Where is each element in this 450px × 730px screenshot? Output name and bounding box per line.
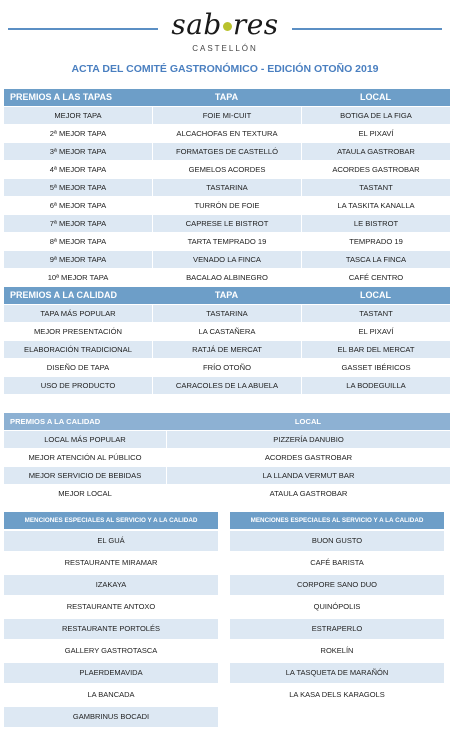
header bbox=[0, 0, 450, 62]
table-cell: ACORDES GASTROBAR bbox=[166, 449, 450, 466]
table-cell: ELABORACIÓN TRADICIONAL bbox=[4, 341, 152, 358]
table-cell: TARTA TEMPRADO 19 bbox=[152, 233, 301, 250]
table-cell: EL PIXAVÍ bbox=[301, 323, 450, 340]
table-row bbox=[4, 125, 450, 142]
table-cell: PIZZERÍA DANUBIO bbox=[166, 431, 450, 448]
local-awards-table bbox=[4, 412, 450, 503]
table-cell: 10ª MEJOR TAPA bbox=[4, 269, 152, 286]
table-cell: TASTARINA bbox=[152, 179, 301, 196]
column-header: LOCAL bbox=[166, 413, 450, 430]
list-item: LA TASQUETA DE MARAÑÓN bbox=[230, 663, 444, 683]
mentions-header: MENCIONES ESPECIALES AL SERVICIO Y A LA CALIDAD bbox=[4, 512, 218, 529]
list-item: GAMBRINUS BOCADI bbox=[4, 707, 218, 727]
mentions-header: MENCIONES ESPECIALES AL SERVICIO Y A LA CALIDAD bbox=[230, 512, 444, 529]
table-cell: BACALAO ALBINEGRO bbox=[152, 269, 301, 286]
column-header: LOCAL bbox=[301, 89, 450, 106]
list-item: LA BANCADA bbox=[4, 685, 218, 705]
table-row bbox=[4, 359, 450, 376]
table-cell: TASTANT bbox=[301, 179, 450, 196]
table-cell: USO DE PRODUCTO bbox=[4, 377, 152, 394]
logo bbox=[0, 8, 450, 41]
column-header: PREMIOS A LA CALIDAD bbox=[4, 413, 166, 430]
list-item: CAFÉ BARISTA bbox=[230, 553, 444, 573]
table-cell: ATAULA GASTROBAR bbox=[166, 485, 450, 502]
logo-text-end: res bbox=[232, 8, 279, 41]
table-cell: ATAULA GASTROBAR bbox=[301, 143, 450, 160]
table-cell: MEJOR TAPA bbox=[4, 107, 152, 124]
table-row bbox=[4, 467, 450, 484]
table-row bbox=[4, 341, 450, 358]
table-cell: CAFÉ CENTRO bbox=[301, 269, 450, 286]
table-cell: FORMATGES DE CASTELLÓ bbox=[152, 143, 301, 160]
table-cell: MEJOR LOCAL bbox=[4, 485, 166, 502]
table-cell: 9ª MEJOR TAPA bbox=[4, 251, 152, 268]
document-title: ACTA DEL COMITÉ GASTRONÓMICO - EDICIÓN OTOÑO 2019 bbox=[71, 63, 379, 75]
table-cell: CAPRESE LE BISTROT bbox=[152, 215, 301, 232]
table-cell: LA TASKITA KANALLA bbox=[301, 197, 450, 214]
table-cell: VENADO LA FINCA bbox=[152, 251, 301, 268]
table-cell: LA CASTAÑERA bbox=[152, 323, 301, 340]
table-cell: ACORDES GASTROBAR bbox=[301, 161, 450, 178]
list-item: IZAKAYA bbox=[4, 575, 218, 595]
list-item: CORPORE SANO DUO bbox=[230, 575, 444, 595]
table-row bbox=[4, 305, 450, 322]
table-row bbox=[4, 107, 450, 124]
table-cell: GASSET IBÉRICOS bbox=[301, 359, 450, 376]
table-cell: TAPA MÁS POPULAR bbox=[4, 305, 152, 322]
table-row bbox=[4, 485, 450, 502]
table-cell: TASTARINA bbox=[152, 305, 301, 322]
list-item: PLAERDEMAVIDA bbox=[4, 663, 218, 683]
list-item: LA KASA DELS KARAGOLS bbox=[230, 685, 444, 705]
table-cell: TASTANT bbox=[301, 305, 450, 322]
table-cell: FRÍO OTOÑO bbox=[152, 359, 301, 376]
list-item: RESTAURANTE PORTOLÉS bbox=[4, 619, 218, 639]
table-header-row bbox=[4, 287, 450, 304]
table-row bbox=[4, 233, 450, 250]
table-cell: 2ª MEJOR TAPA bbox=[4, 125, 152, 142]
list-item: GALLERY GASTROTASCA bbox=[4, 641, 218, 661]
table-row bbox=[4, 215, 450, 232]
table-row bbox=[4, 449, 450, 466]
table-cell: 8ª MEJOR TAPA bbox=[4, 233, 152, 250]
list-item: RESTAURANTE ANTOXO bbox=[4, 597, 218, 617]
table-row bbox=[4, 431, 450, 448]
table-cell: 5ª MEJOR TAPA bbox=[4, 179, 152, 196]
table-cell: MEJOR SERVICIO DE BEBIDAS bbox=[4, 467, 166, 484]
table-cell: RATJÁ DE MERCAT bbox=[152, 341, 301, 358]
list-item: QUINÓPOLIS bbox=[230, 597, 444, 617]
table-cell: EL PIXAVÍ bbox=[301, 125, 450, 142]
table-cell: MEJOR ATENCIÓN AL PÚBLICO bbox=[4, 449, 166, 466]
table-row bbox=[4, 269, 450, 286]
table-row bbox=[4, 377, 450, 394]
table-cell: EL BAR DEL MERCAT bbox=[301, 341, 450, 358]
column-header: PREMIOS A LAS TAPAS bbox=[4, 89, 152, 106]
table-header-row bbox=[4, 89, 450, 106]
list-item: ROKELÍN bbox=[230, 641, 444, 661]
list-item: RESTAURANTE MIRAMAR bbox=[4, 553, 218, 573]
list-item: ESTRAPERLO bbox=[230, 619, 444, 639]
table-cell: LOCAL MÁS POPULAR bbox=[4, 431, 166, 448]
table-cell: LE BISTROT bbox=[301, 215, 450, 232]
column-header: TAPA bbox=[152, 287, 301, 304]
column-header: TAPA bbox=[152, 89, 301, 106]
table-row bbox=[4, 197, 450, 214]
list-item: EL GUÁ bbox=[4, 531, 218, 551]
table-row bbox=[4, 161, 450, 178]
table-row bbox=[4, 251, 450, 268]
table-row bbox=[4, 179, 450, 196]
olive-dot-icon bbox=[223, 22, 232, 31]
table-cell: CARACOLES DE LA ABUELA bbox=[152, 377, 301, 394]
table-cell: 4ª MEJOR TAPA bbox=[4, 161, 152, 178]
table-row bbox=[4, 143, 450, 160]
table-cell: 6ª MEJOR TAPA bbox=[4, 197, 152, 214]
table-cell: MEJOR PRESENTACIÓN bbox=[4, 323, 152, 340]
table-cell: GEMELOS ACORDES bbox=[152, 161, 301, 178]
logo-subtitle: CASTELLÓN bbox=[192, 44, 258, 53]
table-header-row bbox=[4, 413, 450, 430]
table-cell: FOIE MI-CUIT bbox=[152, 107, 301, 124]
table-cell: LA BODEGUILLA bbox=[301, 377, 450, 394]
table-row bbox=[4, 323, 450, 340]
table-cell: TASCA LA FINCA bbox=[301, 251, 450, 268]
mentions-right bbox=[230, 512, 444, 705]
table-cell: TEMPRADO 19 bbox=[301, 233, 450, 250]
awards-table bbox=[4, 88, 450, 395]
table-cell: 7ª MEJOR TAPA bbox=[4, 215, 152, 232]
column-header: PREMIOS A LA CALIDAD bbox=[4, 287, 152, 304]
table-cell: ALCACHOFAS EN TEXTURA bbox=[152, 125, 301, 142]
mentions-left bbox=[4, 512, 218, 727]
table-cell: LA LLANDA VERMUT BAR bbox=[166, 467, 450, 484]
table-cell: DISEÑO DE TAPA bbox=[4, 359, 152, 376]
table-cell: BOTIGA DE LA FIGA bbox=[301, 107, 450, 124]
table-cell: TURRÓN DE FOIE bbox=[152, 197, 301, 214]
logo-text-start: sab bbox=[171, 8, 222, 41]
column-header: LOCAL bbox=[301, 287, 450, 304]
list-item: BUON GUSTO bbox=[230, 531, 444, 551]
table-cell: 3ª MEJOR TAPA bbox=[4, 143, 152, 160]
